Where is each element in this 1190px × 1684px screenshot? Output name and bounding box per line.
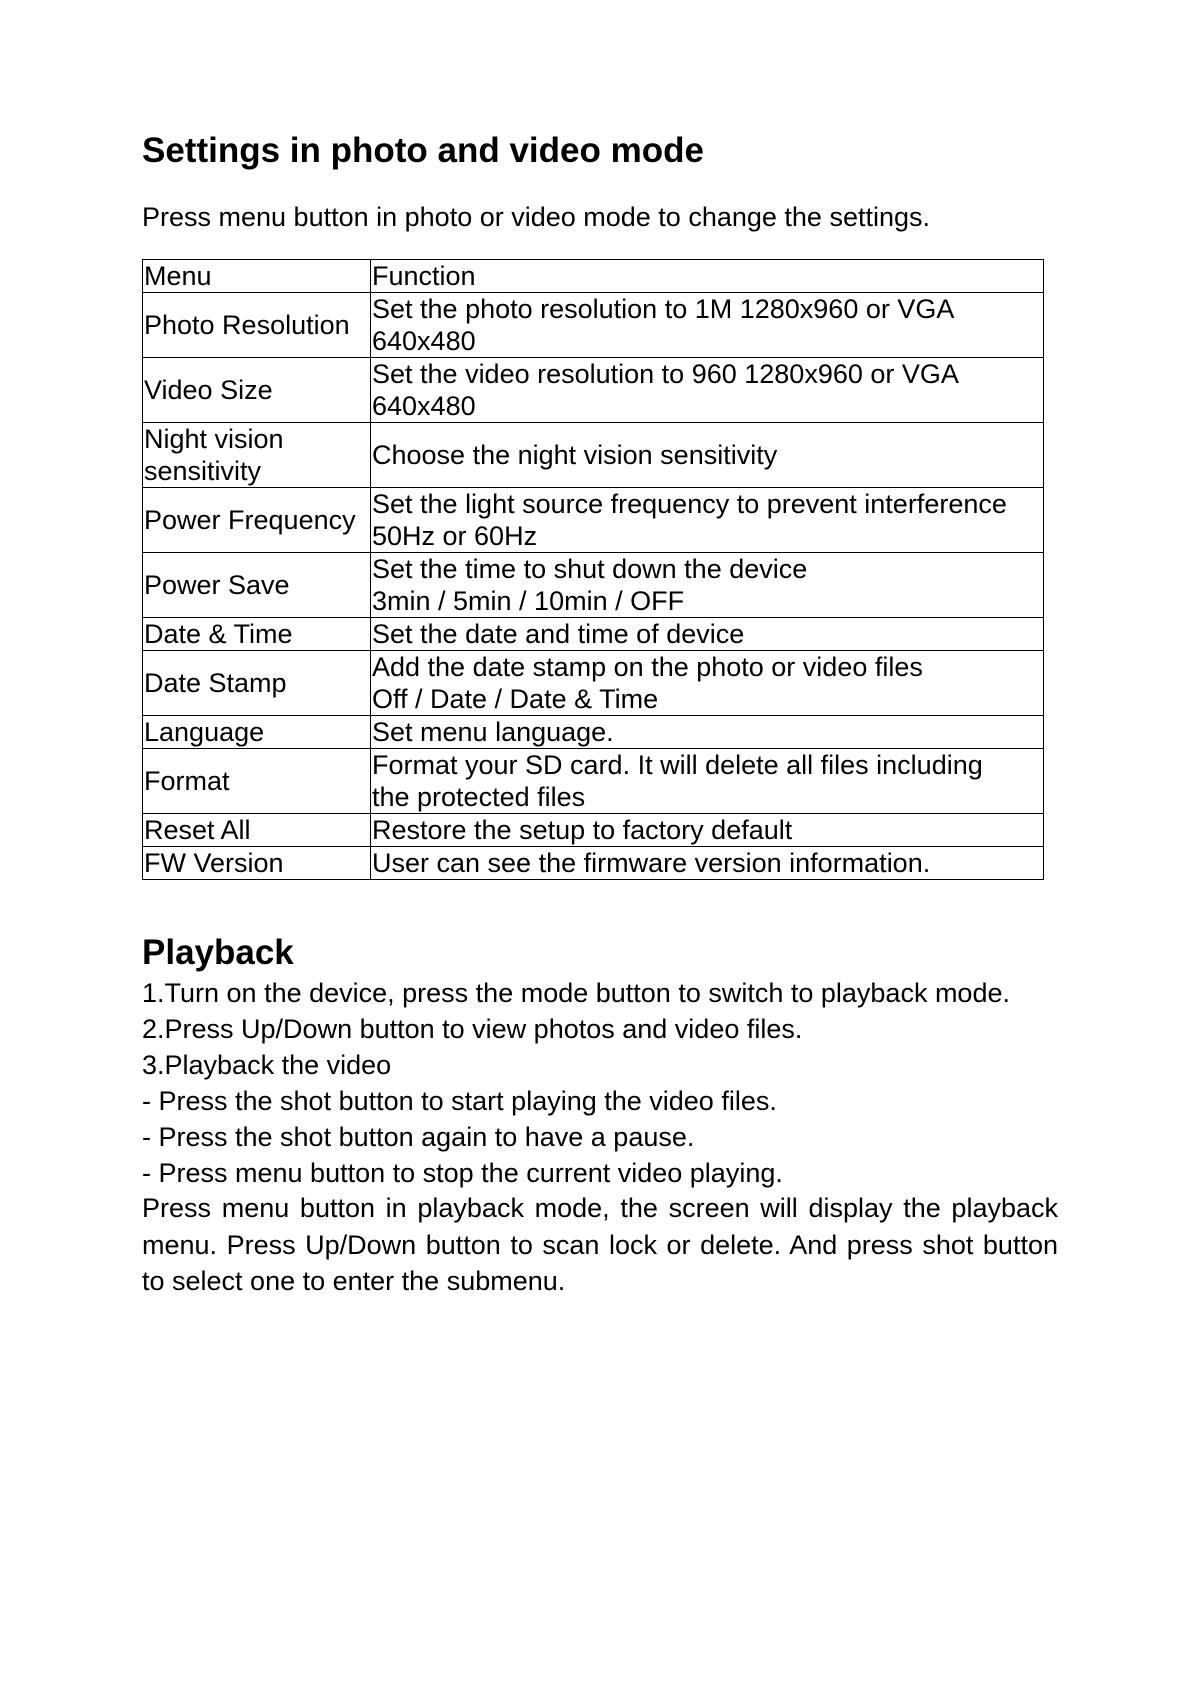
playback-step: 2.Press Up/Down button to view photos and video files. [142, 1014, 803, 1044]
function-cell: Choose the night vision sensitivity [371, 423, 1044, 488]
menu-cell: Format [143, 749, 371, 814]
table-row [143, 716, 1044, 749]
menu-cell: Photo Resolution [143, 293, 371, 358]
table-row [143, 293, 1044, 358]
function-cell: Set the date and time of device [371, 618, 1044, 651]
function-cell: Set the light source frequency to prevent interference 50Hz or 60Hz [371, 488, 1044, 553]
menu-cell: Reset All [143, 814, 371, 847]
section-title-settings: Settings in photo and video mode [142, 131, 704, 170]
menu-cell: Power Frequency [143, 488, 371, 553]
function-cell: Set the video resolution to 960 1280x960 or VGA 640x480 [371, 358, 1044, 423]
menu-cell: Date & Time [143, 618, 371, 651]
function-cell: Add the date stamp on the photo or video files Off / Date / Date & Time [371, 651, 1044, 716]
playback-step: - Press the shot button again to have a pause. [142, 1122, 695, 1152]
function-cell: Set the photo resolution to 1M 1280x960 or VGA 640x480 [371, 293, 1044, 358]
menu-cell: Power Save [143, 553, 371, 618]
function-cell: Format your SD card. It will delete all files including the protected files [371, 749, 1044, 814]
table-row [143, 814, 1044, 847]
playback-step: - Press menu button to stop the current video playing. [142, 1158, 783, 1188]
table-row [143, 423, 1044, 488]
function-cell: Restore the setup to factory default [371, 814, 1044, 847]
playback-step: 1.Turn on the device, press the mode button to switch to playback mode. [142, 978, 1010, 1008]
table-row [143, 618, 1044, 651]
function-cell: Set menu language. [371, 716, 1044, 749]
settings-intro: Press menu button in photo or video mode to change the settings. [142, 202, 930, 232]
table-row [143, 553, 1044, 618]
table-row [143, 847, 1044, 880]
header-menu: Menu [143, 260, 371, 293]
menu-cell: Date Stamp [143, 651, 371, 716]
table-row [143, 488, 1044, 553]
header-function: Function [371, 260, 1044, 293]
menu-cell: FW Version [143, 847, 371, 880]
section-title-playback: Playback [142, 933, 294, 972]
function-cell: Set the time to shut down the device 3min / 5min / 10min / OFF [371, 553, 1044, 618]
menu-cell: Night vision sensitivity [143, 423, 371, 488]
playback-menu-paragraph: Press menu button in playback mode, the screen will display the playback menu. Press Up/Down button to scan lock or delete. And press shot button to select one to enter the submenu. [142, 1193, 1058, 1296]
playback-step: - Press the shot button to start playing the video files. [142, 1086, 777, 1116]
table-row [143, 651, 1044, 716]
table-header-row [143, 260, 1044, 293]
menu-cell: Video Size [143, 358, 371, 423]
playback-step: 3.Playback the video [142, 1050, 392, 1080]
settings-table [142, 259, 1044, 880]
table-row [143, 749, 1044, 814]
table-row [143, 358, 1044, 423]
menu-cell: Language [143, 716, 371, 749]
function-cell: User can see the firmware version information. [371, 847, 1044, 880]
